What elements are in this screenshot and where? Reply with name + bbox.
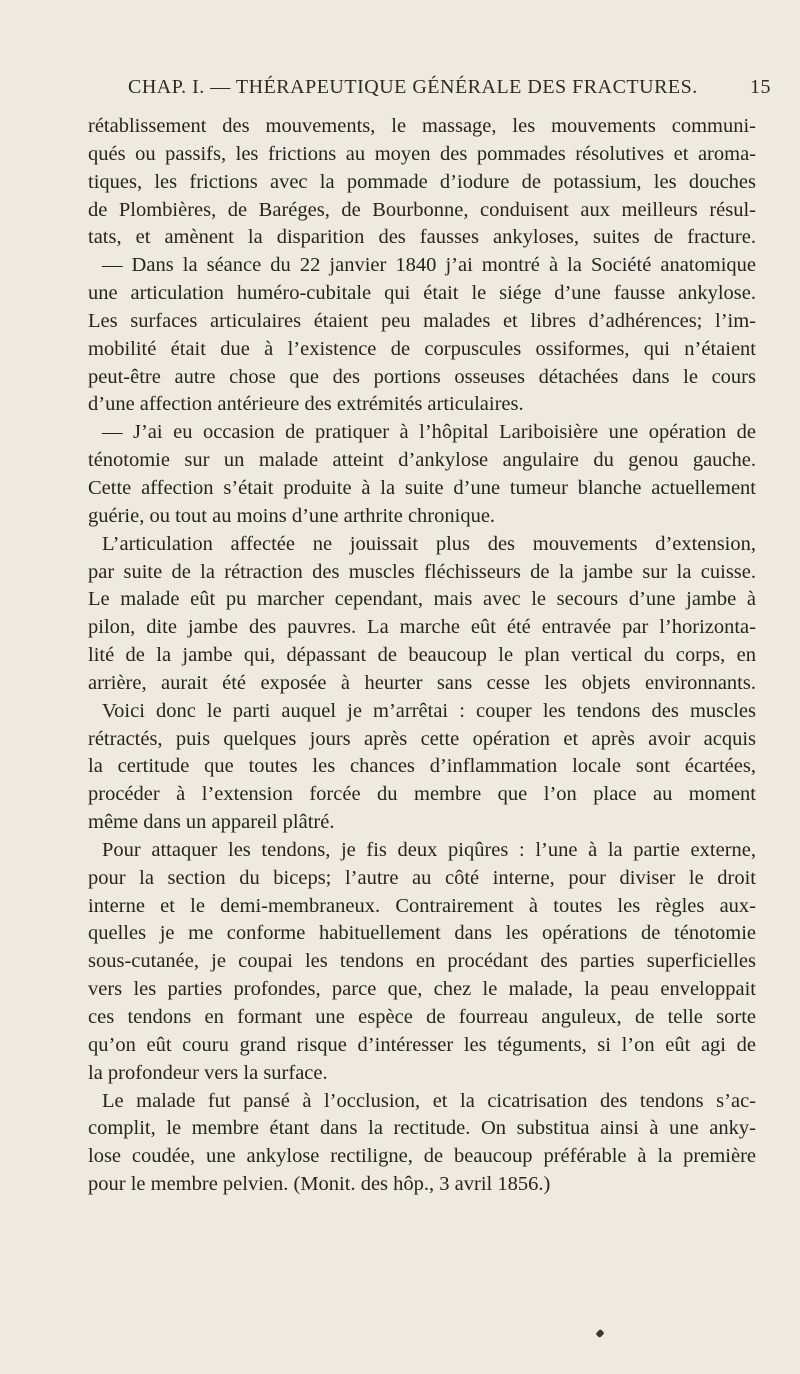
text-line: ces tendons en formant une espèce de fourreau anguleux, de telle sorte — [88, 1006, 756, 1028]
text-line: de Plombières, de Baréges, de Bourbonne, conduisent aux meilleurs résul- — [88, 198, 756, 221]
text-line: pour le membre pelvien. (Monit. des hôp., 3 avril 1856.) — [88, 1173, 551, 1196]
text-line: ténotomie sur un malade atteint d’ankylose angulaire du genou gauche. — [88, 449, 756, 472]
text-line: interne et le demi-membraneux. Contrairement à toutes les règles aux- — [88, 894, 756, 917]
text-line: qu’on eût couru grand risque d’intéresser les téguments, si l’on eût agi de — [88, 1033, 756, 1056]
text-line: tats, et amènent la disparition des fausses ankyloses, suites de fracture. — [88, 226, 756, 249]
text-line: par suite de la rétraction des muscles fléchisseurs de la jambe sur la cuisse. — [88, 560, 756, 583]
text-line: Voici donc le parti auquel je m’arrêtai : couper les tendons des muscles — [102, 699, 756, 722]
text-line: complit, le membre étant dans la rectitude. On substitua ainsi à une anky- — [88, 1117, 756, 1140]
running-title: CHAP. I. — THÉRAPEUTIQUE GÉNÉRALE DES FRACTURES. — [128, 76, 698, 98]
text-line: pilon, dite jambe des pauvres. La marche eût été entravée par l’horizonta- — [88, 616, 756, 639]
ink-spot-mark — [595, 1329, 604, 1338]
text-line: peut-être autre chose que des portions osseuses détachées dans le cours — [88, 365, 756, 388]
text-line: — Dans la séance du 22 janvier 1840 j’ai montré à la Société anatomique — [102, 254, 756, 277]
text-line: guérie, ou tout au moins d’une arthrite chronique. — [88, 504, 496, 527]
text-line: une articulation huméro-cubitale qui était le siége d’une fausse ankylose. — [88, 282, 756, 305]
text-line: lité de la jambe qui, dépassant de beaucoup le plan vertical du corps, en — [88, 644, 756, 667]
text-line: — J’ai eu occasion de pratiquer à l’hôpital Lariboisière une opération de — [102, 421, 756, 444]
text-line: quelles je me conforme habituellement dans les opérations de ténotomie — [88, 922, 756, 945]
text-line: sous-cutanée, je coupai les tendons en procédant des parties superficielles — [88, 950, 756, 973]
text-line: la certitude que toutes les chances d’inflammation locale sont écartées, — [88, 755, 756, 778]
text-line: la profondeur vers la surface. — [88, 1061, 328, 1084]
text-line: pour la section du biceps; l’autre au côté interne, pour diviser le droit — [88, 866, 756, 889]
text-line: Pour attaquer les tendons, je fis deux piqûres : l’une à la partie externe, — [102, 838, 756, 861]
text-line: Les surfaces articulaires étaient peu malades et libres d’adhérences; l’im- — [88, 309, 756, 332]
text-line: L’articulation affectée ne jouissait plus des mouvements d’extension, — [102, 532, 756, 555]
text-line: d’une affection antérieure des extrémités articulaires. — [88, 393, 524, 416]
text-line: qués ou passifs, les frictions au moyen des pommades résolutives et aroma- — [88, 142, 756, 165]
text-line: mobilité était due à l’existence de corpuscules ossiformes, qui n’étaient — [88, 337, 756, 360]
text-line: tiques, les frictions avec la pommade d’iodure de potassium, les douches — [88, 170, 756, 193]
page-number: 15 — [750, 76, 771, 98]
text-line: Le malade eût pu marcher cependant, mais avec le secours d’une jambe à — [88, 588, 756, 611]
text-line: vers les parties profondes, parce que, chez le malade, la peau enveloppait — [88, 978, 756, 1001]
text-line: Le malade fut pansé à l’occlusion, et la cicatrisation des tendons s’ac- — [102, 1089, 756, 1112]
text-line: arrière, aurait été exposée à heurter sans cesse les objets environnants. — [88, 671, 756, 694]
text-line: rétablissement des mouvements, le massage, les mouvements communi- — [88, 115, 756, 137]
text-line: rétractés, puis quelques jours après cette opération et après avoir acquis — [88, 727, 756, 750]
running-head — [128, 76, 788, 106]
body-text — [88, 113, 756, 1199]
text-line: Cette affection s’était produite à la suite d’une tumeur blanche actuellement — [88, 476, 756, 499]
text-line: procéder à l’extension forcée du membre que l’on place au moment — [88, 783, 756, 806]
text-line: même dans un appareil plâtré. — [88, 811, 335, 834]
text-line: lose coudée, une ankylose rectiligne, de beaucoup préférable à la première — [88, 1145, 756, 1168]
